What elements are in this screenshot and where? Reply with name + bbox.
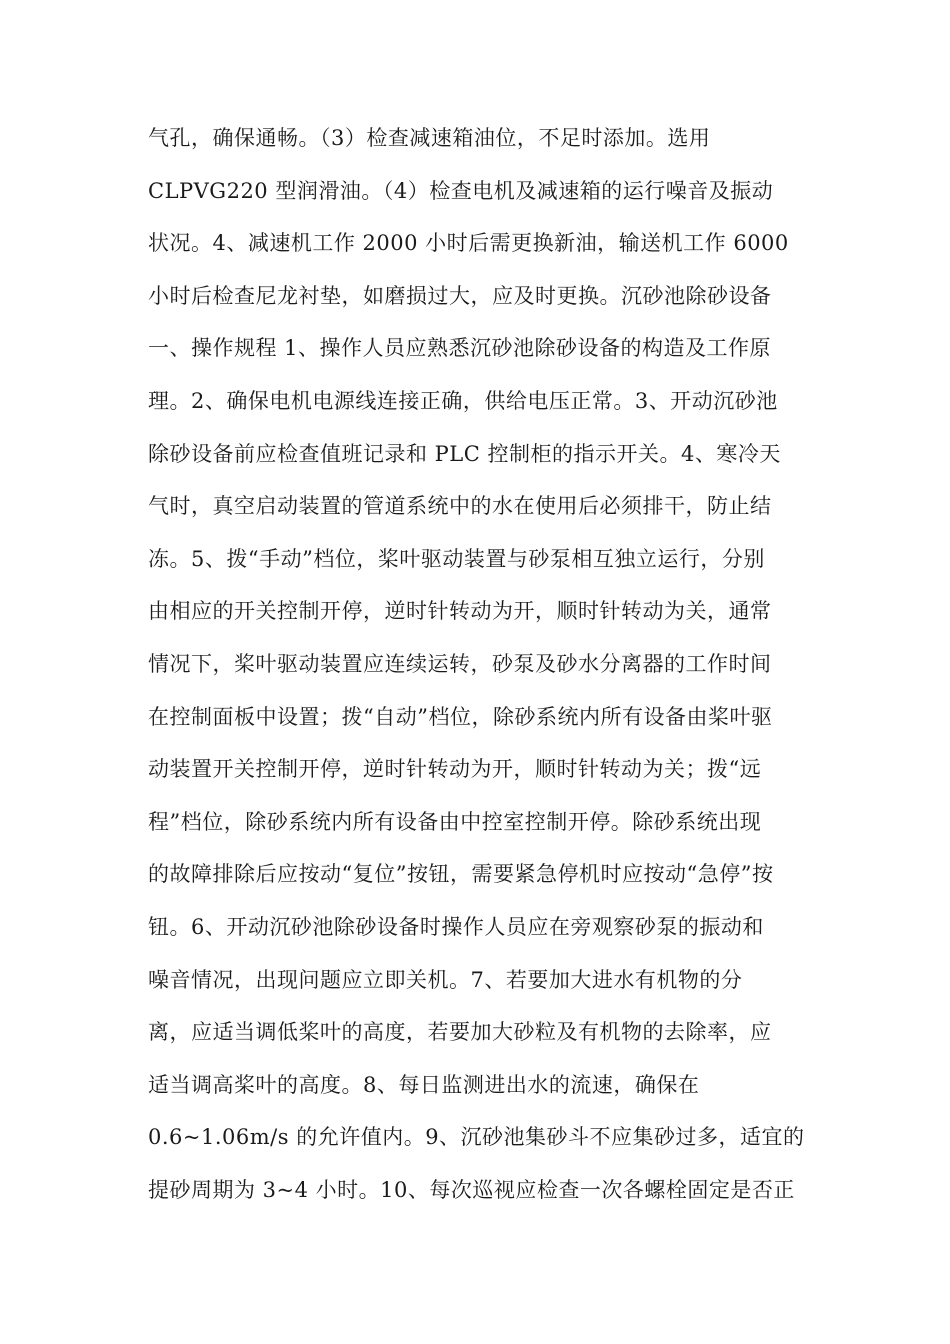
text-line: 的故障排除后应按动“复位”按钮，需要紧急停机时应按动“急停”按 <box>148 862 774 887</box>
text-line: 情况下，桨叶驱动装置应连续运转，砂泵及砂水分离器的工作时间 <box>148 651 772 676</box>
text-line: 适当调高桨叶的高度。8、每日监测进出水的流速，确保在 <box>148 1072 700 1097</box>
text-line: 气时，真空启动装置的管道系统中的水在使用后必须排干，防止结 <box>148 494 772 519</box>
text-line: 提砂周期为 3~4 小时。10、每次巡视应检查一次各螺栓固定是否正 <box>148 1177 795 1202</box>
text-line: 程”档位，除砂系统内所有设备由中控室控制开停。除砂系统出现 <box>148 809 762 834</box>
text-line: 一、操作规程 1、操作人员应熟悉沉砂池除砂设备的构造及工作原 <box>148 336 772 361</box>
text-line: 小时后检查尼龙衬垫，如磨损过大，应及时更换。沉砂池除砂设备 <box>148 283 772 308</box>
text-line: 冻。5、拨“手动”档位，桨叶驱动装置与砂泵相互独立运行，分别 <box>148 546 765 571</box>
text-line: 钮。6、开动沉砂池除砂设备时操作人员应在旁观察砂泵的振动和 <box>148 914 764 939</box>
text-line: 动装置开关控制开停，逆时针转动为开，顺时针转动为关；拨“远 <box>148 757 762 782</box>
text-line: CLPVG220 型润滑油。（4）检查电机及减速箱的运行噪音及振动 <box>148 178 774 203</box>
text-line: 除砂设备前应检查值班记录和 PLC 控制柜的指示开关。4、寒冷天 <box>148 441 781 466</box>
text-line: 理。2、确保电机电源线连接正确，供给电压正常。3、开动沉砂池 <box>148 388 778 413</box>
text-line: 离，应适当调低桨叶的高度，若要加大砂粒及有机物的去除率，应 <box>148 1020 772 1045</box>
text-line: 由相应的开关控制开停，逆时针转动为开，顺时针转动为关，通常 <box>148 599 772 624</box>
text-line: 0.6~1.06m/s 的允许值内。9、沉砂池集砂斗不应集砂过多，适宜的 <box>148 1125 805 1150</box>
text-line: 状况。4、减速机工作 2000 小时后需更换新油，输送机工作 6000 <box>148 231 789 256</box>
text-line: 在控制面板中设置；拨“自动”档位，除砂系统内所有设备由桨叶驱 <box>148 704 773 729</box>
text-line: 气孔，确保通畅。（3）检查减速箱油位，不足时添加。选用 <box>148 126 711 150</box>
text-line: 噪音情况，出现问题应立即关机。7、若要加大进水有机物的分 <box>148 967 743 992</box>
body-text <box>148 116 808 1220</box>
